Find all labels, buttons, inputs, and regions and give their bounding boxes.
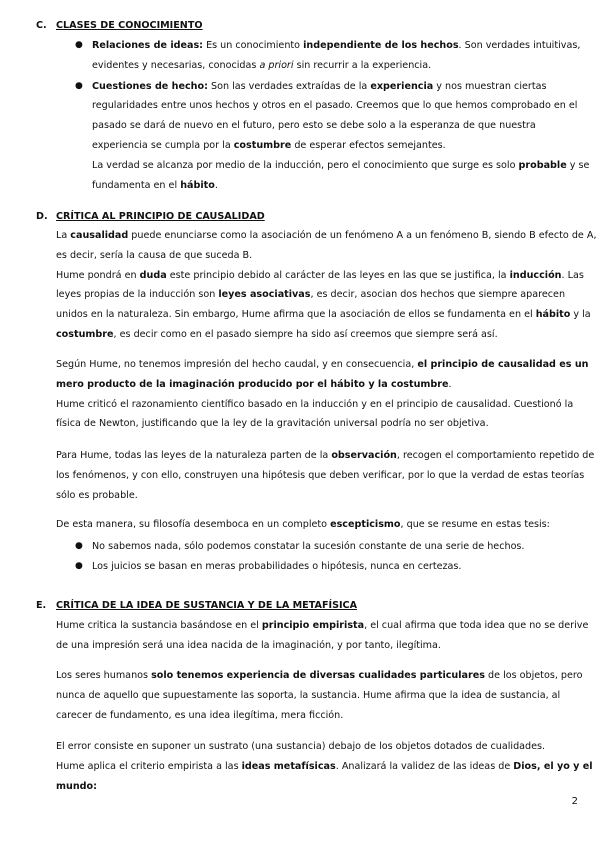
text-run: física de Newton, justificando que la ley de la gravitación universal podría no ser objetiva. bbox=[56, 418, 489, 430]
text-run: a priori bbox=[259, 59, 294, 71]
text-run: . bbox=[214, 179, 218, 191]
text-line bbox=[56, 689, 560, 702]
text-line bbox=[56, 249, 252, 262]
text-run: puede enunciarse como la asociación de un fenómeno A a un fenómeno B, siendo B efecto de A, bbox=[128, 230, 597, 241]
text-line bbox=[56, 669, 583, 682]
text-line bbox=[56, 780, 97, 793]
text-run: De esta manera, su filosofía desemboca en un completo bbox=[56, 519, 331, 530]
text-run: carecer de fundamento, es una idea ilegítima, mera ficción. bbox=[56, 709, 344, 721]
text-run: fundamenta en el bbox=[92, 179, 181, 191]
text-run: Para Hume, todas las leyes de la naturaleza parten de la bbox=[56, 450, 332, 461]
text-run: de una impresión será una idea nacida de la imaginación, y por tanto, ilegítima. bbox=[56, 639, 441, 651]
text-line bbox=[56, 358, 588, 371]
text-run: de los objetos, pero bbox=[484, 670, 583, 681]
text-run: hábito bbox=[535, 309, 571, 321]
text-run: este principio debido al carácter de las leyes en las que se justifica, la bbox=[166, 269, 510, 281]
text-line bbox=[56, 229, 597, 242]
bullet-item: No sabemos nada, sólo podemos constatar la sucesión constante de una serie de hechos. bbox=[92, 541, 525, 552]
bullet-dot: ● bbox=[75, 541, 83, 551]
text-run: hábito bbox=[180, 179, 215, 191]
text-run: Hume critica la sustancia basándose en el bbox=[56, 620, 262, 631]
section-letter: C. bbox=[36, 20, 47, 31]
text-run: regularidades entre unos hechos y otros en el pasado. Creemos que lo que hemos comprobado en el bbox=[92, 100, 578, 112]
text-line bbox=[56, 740, 545, 753]
text-run: , el cual afirma que toda idea que no se derive bbox=[364, 620, 589, 631]
text-run: y la bbox=[570, 309, 591, 321]
text-line bbox=[56, 619, 588, 632]
text-run: probable bbox=[518, 159, 567, 171]
text-line bbox=[56, 760, 593, 773]
text-run: . Son verdades intuitivas, bbox=[458, 40, 581, 51]
text-run: , es decir como en el pasado siempre ha sido así creemos que siempre será así. bbox=[113, 329, 498, 340]
text-run: , recogen el comportamiento repetido de bbox=[396, 450, 595, 461]
text-run: observación bbox=[331, 450, 397, 461]
text-run: ideas metafísicas bbox=[241, 760, 336, 772]
text-run: es decir, sería la causa de que suceda B. bbox=[56, 249, 253, 261]
text-run: experiencia se cumpla por la bbox=[92, 140, 234, 151]
text-run: duda bbox=[139, 269, 167, 281]
text-run: independiente de los hechos bbox=[303, 40, 459, 51]
text-run: , es decir, asocian dos hechos que siempre aparecen bbox=[310, 289, 566, 301]
text-run: y se bbox=[566, 159, 590, 171]
text-run: mero producto de la imaginación producido por el hábito y la costumbre bbox=[56, 378, 449, 390]
text-run: inducción bbox=[509, 269, 562, 281]
text-run: sin recurrir a la experiencia. bbox=[293, 59, 432, 71]
text-line bbox=[56, 308, 591, 321]
text-run: mundo: bbox=[56, 780, 97, 792]
text-line bbox=[92, 139, 446, 152]
text-run: Hume pondrá en bbox=[56, 269, 140, 281]
text-run: leyes asociativas bbox=[218, 289, 311, 301]
text-run: costumbre bbox=[56, 329, 114, 340]
text-line bbox=[56, 449, 594, 462]
text-run: Es un conocimiento bbox=[203, 40, 304, 51]
text-run: leyes propias de la inducción son bbox=[56, 289, 219, 301]
text-run: experiencia bbox=[370, 80, 434, 92]
text-run: costumbre bbox=[233, 140, 292, 151]
bullet-item: Los juicios se basan en meras probabilidades o hipótesis, nunca en certezas. bbox=[92, 561, 462, 572]
text-line bbox=[92, 99, 577, 112]
text-run: causalidad bbox=[70, 230, 129, 241]
text-run: , que se resume en estas tesis: bbox=[400, 519, 550, 530]
section-letter: D. bbox=[36, 211, 48, 222]
section-heading: CRÍTICA AL PRINCIPIO DE CAUSALIDAD bbox=[56, 211, 265, 222]
text-line bbox=[56, 269, 584, 282]
text-line bbox=[92, 159, 589, 172]
text-line bbox=[56, 518, 550, 531]
text-run: Los seres humanos bbox=[56, 670, 152, 681]
text-line bbox=[92, 39, 580, 52]
text-run: Dios, el yo y el bbox=[513, 760, 593, 772]
section-heading: CLASES DE CONOCIMIENTO bbox=[56, 20, 203, 31]
text-run: y nos muestran ciertas bbox=[433, 80, 547, 92]
text-run: El error consiste en suponer un sustrato (una sustancia) debajo de los objetos dotados de cualidades. bbox=[56, 741, 546, 752]
text-run: los fenómenos, y con ello, construyen una hipótesis que deben verificar, por lo que la verdad de estas teorías bbox=[56, 469, 585, 481]
text-line bbox=[56, 378, 452, 391]
bullet-dot: ● bbox=[75, 40, 83, 50]
text-line bbox=[56, 398, 573, 411]
text-line bbox=[56, 469, 584, 482]
text-line bbox=[92, 59, 431, 72]
text-line bbox=[56, 639, 441, 652]
page-number: 2 bbox=[571, 796, 578, 807]
text-run: La bbox=[56, 230, 71, 241]
text-line bbox=[56, 709, 343, 722]
text-run: escepticismo bbox=[330, 519, 401, 530]
text-run: sólo es probable. bbox=[56, 489, 138, 501]
text-line bbox=[92, 119, 536, 132]
text-line bbox=[56, 417, 489, 430]
text-run: . Las bbox=[561, 269, 584, 281]
text-run: unidos en la naturaleza. Sin embargo, Hume afirma que la asociación de ellos se fundamenta en el bbox=[56, 309, 536, 321]
text-run: solo tenemos experiencia de diversas cualidades particulares bbox=[151, 670, 485, 681]
text-run: nunca de aquello que supuestamente las soporta, la sustancia. Hume afirma que la idea de sustancia, al bbox=[56, 689, 561, 701]
text-line bbox=[56, 489, 138, 502]
text-run: evidentes y necesarias, conocidas bbox=[92, 59, 260, 71]
text-run: Hume criticó el razonamiento científico basado en la inducción y en el principio de causalidad. Cuestionó la bbox=[56, 398, 574, 410]
text-run: . bbox=[448, 378, 452, 390]
text-run: de esperar efectos semejantes. bbox=[291, 140, 446, 151]
text-run: Cuestiones de hecho: bbox=[92, 80, 208, 92]
text-run: el principio de causalidad es un bbox=[417, 359, 589, 370]
text-line bbox=[92, 179, 218, 192]
text-run: La verdad se alcanza por medio de la inducción, pero el conocimiento que surge es solo bbox=[92, 159, 519, 171]
text-run: Relaciones de ideas: bbox=[92, 40, 204, 51]
text-run: principio empirista bbox=[261, 620, 365, 631]
bullet-dot: ● bbox=[75, 80, 83, 91]
text-run: pasado se dará de nuevo en el futuro, pero esto se debe solo a la esperanza de que nuestra bbox=[92, 120, 536, 132]
text-run: Son las verdades extraídas de la bbox=[207, 80, 371, 92]
section-heading: CRÍTICA DE LA IDEA DE SUSTANCIA Y DE LA METAFÍSICA bbox=[56, 600, 358, 611]
text-line bbox=[56, 288, 565, 301]
text-line bbox=[56, 328, 498, 341]
section-letter: E. bbox=[36, 600, 47, 611]
bullet-dot: ● bbox=[75, 561, 83, 571]
text-line bbox=[92, 80, 546, 93]
text-run: . Analizará la validez de las ideas de bbox=[335, 760, 514, 772]
text-run: Según Hume, no tenemos impresión del hecho caudal, y en consecuencia, bbox=[56, 359, 418, 370]
text-run: Hume aplica el criterio empirista a las bbox=[56, 760, 242, 772]
